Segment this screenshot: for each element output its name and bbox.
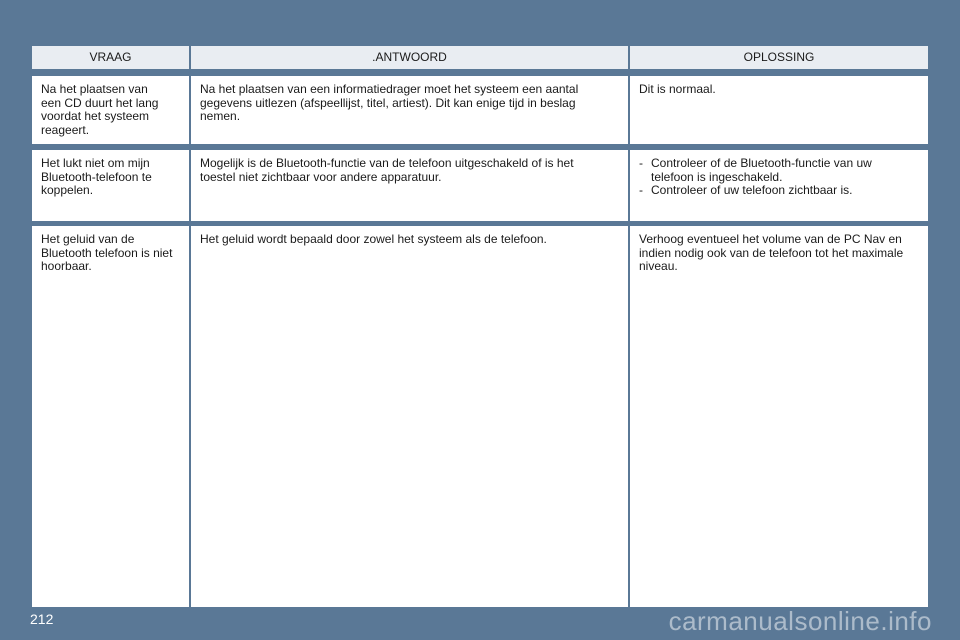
row-3-answer [191, 226, 628, 607]
row-2-solution [630, 150, 928, 221]
row-2-question-text: Het lukt niet om mijn Bluetooth-telefoon te koppelen. [41, 156, 152, 197]
watermark: carmanualsonline.info [668, 606, 932, 636]
row-2-answer-text: Mogelijk is de Bluetooth-functie van de telefoon uitgeschakeld of is het toestel niet zichtbaar voor andere apparatuur. [200, 156, 574, 184]
row-2-solution-item-2: - Controleer of uw telefoon zichtbaar is. [639, 184, 897, 198]
row-3-question-text: Het geluid van de Bluetooth telefoon is niet hoorbaar. [41, 232, 173, 273]
row-1-answer [191, 76, 628, 144]
row-1-answer-text: Na het plaatsen van een informatiedrager moet het systeem een aantal gegevens uitlezen (afspeellijst, titel, artiest). Dit kan enige tijd in beslag nemen. [200, 82, 579, 123]
row-1-question [32, 76, 189, 144]
row-3-question [32, 226, 189, 607]
row-1-solution [630, 76, 928, 144]
row-2-question [32, 150, 189, 221]
row-1-question-text: Na het plaatsen van een CD duurt het lang voordat het systeem reageert. [41, 82, 159, 137]
row-3-answer-text: Het geluid wordt bepaald door zowel het systeem als de telefoon. [200, 232, 547, 246]
row-2-solution-item-1: - Controleer of de Bluetooth-functie van uw telefoon is ingeschakeld. [639, 157, 897, 184]
row-1-solution-text: Dit is normaal. [639, 82, 716, 96]
row-3-solution-text: Verhoog eventueel het volume van de PC Nav en indien nodig ook van de telefoon tot het maximale niveau. [639, 232, 904, 273]
page-number: 212 [30, 611, 54, 627]
header-vraag: VRAAG [32, 46, 189, 69]
row-2-answer [191, 150, 628, 221]
row-3-solution [630, 226, 928, 607]
row-2-solution-list [639, 157, 897, 198]
header-oplossing: OPLOSSING [630, 46, 928, 69]
header-antwoord: .ANTWOORD [191, 46, 628, 69]
